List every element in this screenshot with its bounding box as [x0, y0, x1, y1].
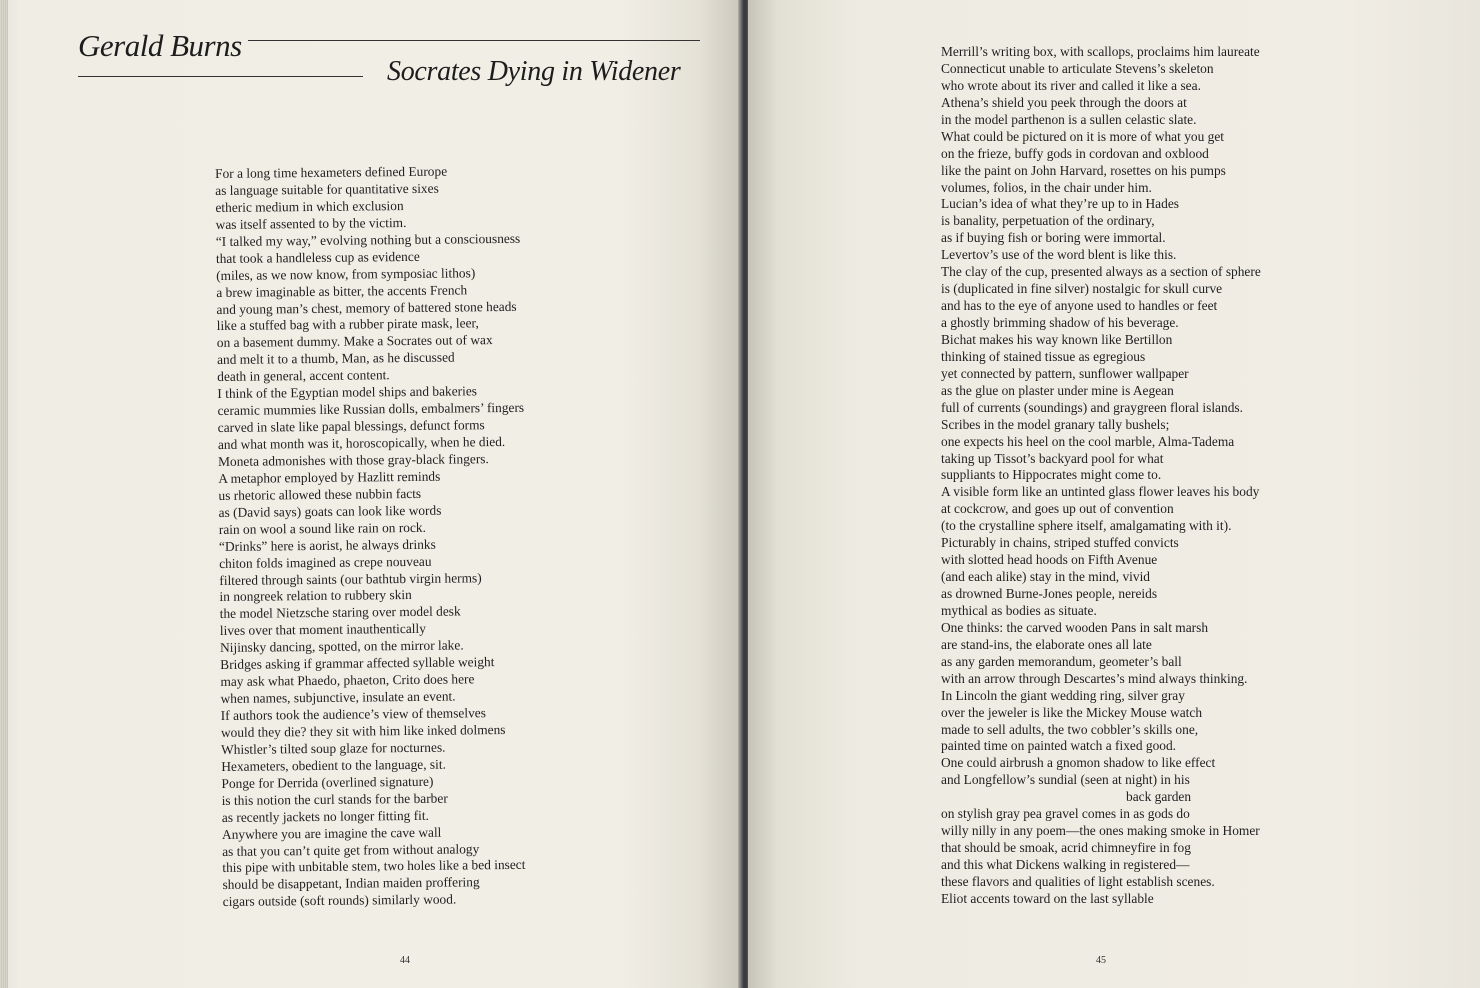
poem-line: Moneta admonishes with those gray-black fingers. [218, 451, 489, 469]
poem-line: a ghostly brimming shadow of his beverage. [941, 315, 1179, 330]
poem-line: as if buying fish or boring were immortal. [941, 230, 1166, 246]
poem-line: filtered through saints (our bathtub virgin herms) [219, 569, 482, 588]
poem-line: as language suitable for quantitative sixes [215, 180, 439, 198]
poem-line: that took a handleless cup as evidence [215, 248, 420, 266]
poem-line: in nongreek relation to rubbery skin [219, 587, 412, 605]
poem-line: Athena’s shield you peek through the doors at [941, 94, 1187, 110]
poem-line: these flavors and qualities of light establish scenes. [941, 873, 1215, 889]
poem-line: death in general, accent content. [217, 367, 390, 385]
poem-line: chiton folds imagined as crepe nouveau [219, 553, 432, 571]
poem-line: and young man’s chest, memory of battered stone heads [216, 298, 517, 317]
poem-line: full of currents (soundings) and graygreen floral islands. [941, 399, 1243, 415]
poem-line: The clay of the cup, presented always as a section of sphere [941, 264, 1261, 280]
page-number-left: 44 [400, 955, 410, 966]
poem-line: What could be pictured on it is more of what you get [941, 128, 1224, 144]
poem-line: back garden [1126, 789, 1192, 805]
poem-line: (miles, as we now know, from symposiac lithos) [216, 264, 476, 283]
poem-line: rain on wool a sound like rain on rock. [218, 519, 427, 537]
poem-line: For a long time hexameters defined Europe [215, 163, 448, 181]
poem-line: would they die? they sit with him like inked dolmens [220, 721, 506, 740]
poem-line: Ponge for Derrida (overlined signature) [221, 773, 434, 791]
poem-line: as recently jackets no longer fitting fit. [221, 807, 430, 825]
poem-line: One could airbrush a gnomon shadow to like effect [941, 755, 1216, 771]
poem-line: Lucian’s idea of what they’re up to in Hades [941, 196, 1179, 212]
poem-line: when names, subjunctive, insulate an event. [220, 688, 456, 707]
poem-line: (to the crystalline sphere itself, amalgamating with it). [941, 518, 1232, 534]
poem-line: who wrote about its river and called it like a sea. [941, 77, 1201, 93]
poem-line: Anywhere you are imagine the cave wall [221, 824, 442, 842]
poem-line: volumes, folios, in the chair under him. [941, 179, 1152, 195]
poem-line: Scribes in the model granary tally bushels; [941, 416, 1170, 432]
poem-line: this pipe with unbitable stem, two holes like a bed insect [222, 857, 526, 876]
poem-line: that should be smoak, acrid chimneyfire in fog [941, 840, 1191, 856]
poem-line: ceramic mummies like Russian dolls, embalmers’ fingers [217, 399, 525, 419]
poem-line: If authors took the audience’s view of themselves [220, 705, 486, 723]
poem-line: like a stuffed bag with a rubber pirate mask, leer, [216, 315, 479, 334]
poem-line: suppliants to Hippocrates might come to. [941, 467, 1162, 483]
poem-line: lives over that moment inauthentically [219, 621, 426, 639]
poem-line: a brew imaginable as bitter, the accents French [216, 281, 468, 300]
page-number-right: 45 [1096, 955, 1106, 966]
poem-line: willy nilly in any poem—the ones making smoke in Homer [941, 823, 1260, 839]
poem-line: Connecticut unable to articulate Stevens’s skeleton [941, 60, 1214, 76]
poem-line: Levertov’s use of the word blent is like this. [941, 247, 1177, 263]
poem-line: in the model parthenon is a sullen celastic slate. [941, 111, 1197, 127]
poem-line: should be disappetant, Indian maiden proffering [222, 874, 480, 893]
poem-line: as that you can’t quite get from without analogy [222, 840, 480, 859]
poem-line: on the frieze, buffy gods in cordovan and oxblood [941, 145, 1209, 161]
poem-line: like the paint on John Harvard, rosettes on his pumps [941, 162, 1226, 178]
poem-line: as the glue on plaster under mine is Aegean [941, 382, 1174, 398]
poem-line: with an arrow through Descartes’s mind always thinking. [941, 670, 1248, 686]
poem-line: over the jeweler is like the Mickey Mouse watch [941, 704, 1203, 720]
poem-line: at cockcrow, and goes up out of convention [941, 501, 1174, 517]
poem-line: thinking of stained tissue as egregious [941, 348, 1146, 364]
poem-line: taking up Tissot’s backyard pool for what [941, 450, 1164, 466]
poem-line: Eliot accents toward on the last syllable [941, 890, 1154, 906]
header-rule-bottom [78, 76, 363, 77]
poem-line: Merrill’s writing box, with scallops, proclaims him laureate [941, 44, 1260, 59]
poem-line: One thinks: the carved wooden Pans in salt marsh [941, 619, 1209, 635]
poem-title: Socrates Dying in Widener [387, 56, 681, 87]
poem-line: Nijinsky dancing, spotted, on the mirror lake. [219, 637, 464, 656]
header-rule-top [248, 40, 700, 41]
poem-line: painted time on painted watch a fixed good. [941, 738, 1177, 754]
poem-line: I think of the Egyptian model ships and bakeries [217, 383, 478, 402]
poem-text-left [215, 163, 529, 911]
page-edges [0, 0, 8, 988]
poem-line: Bridges asking if grammar affected syllable weight [220, 654, 495, 673]
poem-line: Hexameters, obedient to the language, sit. [221, 756, 446, 774]
poem-line: is banality, perpetuation of the ordinary, [941, 213, 1155, 229]
poem-line: cigars outside (soft rounds) similarly wood. [222, 891, 457, 910]
poem-line: etheric medium in which exclusion [215, 197, 404, 215]
poem-line: made to sell adults, the two cobbler’s skills one, [941, 721, 1199, 737]
poem-line: “Drinks” here is aorist, he always drinks [218, 536, 436, 554]
poem-line: Picturably in chains, striped stuffed convicts [941, 535, 1179, 551]
poem-line: on a basement dummy. Make a Socrates out of wax [216, 332, 493, 351]
poem-line: (and each alike) stay in the mind, vivid [941, 569, 1150, 585]
poem-line: the model Nietzsche staring over model desk [219, 603, 461, 622]
poem-text-right [941, 44, 1261, 908]
poem-line: and what month was it, horoscopically, when he died. [217, 433, 506, 452]
poem-line: A visible form like an untinted glass flower leaves his body [941, 484, 1260, 500]
poem-line: and melt it to a thumb, Man, as he discussed [216, 349, 455, 368]
poem-line: are stand-ins, the elaborate ones all late [941, 636, 1152, 652]
poem-line: carved in slate like papal blessings, defunct forms [217, 417, 485, 436]
poem-line: is (duplicated in fine silver) nostalgic for skull curve [941, 281, 1223, 297]
poem-line: In Lincoln the giant wedding ring, silver gray [941, 687, 1185, 703]
poem-line: Whistler’s tilted soup glaze for nocturnes. [221, 739, 446, 757]
poem-line: Bichat makes his way known like Bertillon [941, 331, 1173, 347]
poem-line: as any garden memorandum, geometer’s ball [941, 653, 1182, 669]
poem-line: us rhetoric allowed these nubbin facts [218, 485, 422, 503]
poem-line: and has to the eye of anyone used to handles or feet [941, 298, 1218, 314]
poem-line: is this notion the curl stands for the barber [221, 790, 448, 808]
poem-line: may ask what Phaedo, phaeton, Crito does here [220, 671, 475, 690]
poem-line: “I talked my way,” evolving nothing but a consciousness [215, 230, 521, 249]
poem-line: was itself assented to by the victim. [215, 214, 407, 232]
poem-line: A metaphor employed by Hazlitt reminds [218, 468, 441, 486]
author-name: Gerald Burns [78, 28, 242, 63]
poem-line: yet connected by pattern, sunflower wallpaper [941, 365, 1189, 381]
poem-line: with slotted head hoods on Fifth Avenue [941, 552, 1158, 568]
right-page [748, 0, 1480, 988]
poem-line: as (David says) goats can look like words [218, 502, 442, 520]
poem-line: mythical as bodies as situate. [941, 602, 1097, 618]
poem-line: one expects his heel on the cool marble, Alma-Tadema [941, 433, 1235, 449]
poem-line: and Longfellow’s sundial (seen at night) in his [941, 772, 1190, 788]
poem-line: as drowned Burne-Jones people, nereids [941, 586, 1158, 601]
poem-line: and this what Dickens walking in registered— [941, 857, 1190, 872]
poem-line: on stylish gray pea gravel comes in as gods do [941, 806, 1190, 822]
